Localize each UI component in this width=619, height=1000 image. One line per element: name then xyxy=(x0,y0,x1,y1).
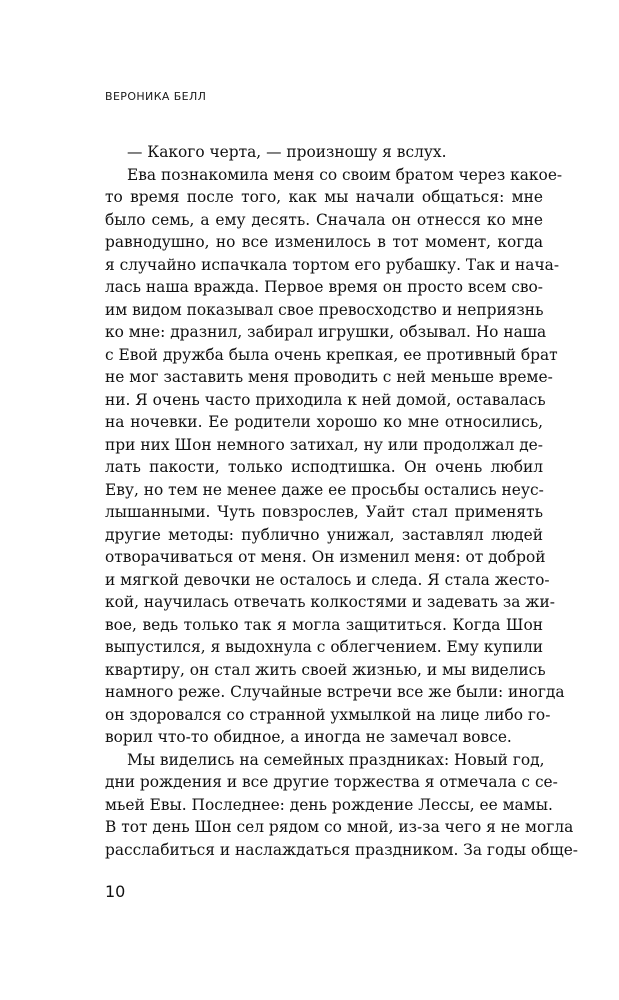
text-line: квартиру, он стал жить своей жизнью, и мы виделись xyxy=(105,660,546,679)
text-line: Еву, но тем не менее даже ее просьбы остались неус- xyxy=(105,480,544,499)
text-line: лышанными. Чуть повзрослев, Уайт стал применять xyxy=(105,503,543,521)
text-line: — Какого черта, — произношу я вслух. xyxy=(127,143,447,161)
text-line: равнодушно, но все изменилось в тот момент, когда xyxy=(105,233,543,251)
text-line: и мягкой девочки не осталось и следа. Я стала жесто- xyxy=(105,570,550,589)
text-line: вое, ведь только так я могла защититься. Когда Шон xyxy=(105,615,543,634)
text-line: намного реже. Случайные встречи все же были: иногда xyxy=(105,683,565,701)
text-line: ворил что-то обидное, а иногда не замечал вовсе. xyxy=(105,728,512,746)
text-line: я случайно испачкала тортом его рубашку. Так и нача- xyxy=(105,255,560,274)
text-line: Ева познакомила меня со своим братом через какое- xyxy=(127,165,563,184)
page-number: 10 xyxy=(105,882,126,901)
text-line: с Евой дружба была очень крепкая, ее противный брат xyxy=(105,345,558,364)
text-line: лать пакости, только исподтишка. Он очень любил xyxy=(105,458,543,476)
text-line: было семь, а ему десять. Сначала он отнесся ко мне xyxy=(105,210,543,229)
text-line: при них Шон немного затихал, ну или продолжал де- xyxy=(105,435,543,454)
text-line: Мы виделись на семейных праздниках: Новый год, xyxy=(127,750,545,769)
text-line: другие методы: публично унижал, заставлял людей xyxy=(105,525,543,544)
text-line: ко мне: дразнил, забирал игрушки, обзывал. Но наша xyxy=(105,323,547,341)
text-line: то время после того, как мы начали общаться: мне xyxy=(105,188,543,206)
text-line: им видом показывал свое превосходство и неприязнь xyxy=(105,300,544,319)
text-line: он здоровался со странной ухмылкой на лице либо го- xyxy=(105,705,551,724)
text-line: не мог заставить меня проводить с ней меньше време- xyxy=(105,368,553,386)
text-line: ни. Я очень часто приходила к ней домой, оставалась xyxy=(105,390,546,409)
text-line: лась наша вражда. Первое время он просто всем сво- xyxy=(105,278,543,296)
text-line: дни рождения и все другие торжества я отмечала с се- xyxy=(105,773,558,791)
text-line: отворачиваться от меня. Он изменил меня: от доброй xyxy=(105,548,546,566)
text-line: на ночевки. Ее родители хорошо ко мне относились, xyxy=(105,413,543,431)
text-line: В тот день Шон сел рядом со мной, из-за чего я не могла xyxy=(105,818,574,836)
text-line: расслабиться и наслаждаться праздником. За годы обще- xyxy=(105,840,579,859)
text-line: мьей Евы. Последнее: день рождение Лессы, ее мамы. xyxy=(105,795,553,814)
body-text xyxy=(105,141,579,861)
text-line: выпустился, я выдохнула с облегчением. Ему купили xyxy=(105,638,543,656)
running-head-author: ВЕРОНИКА БЕЛЛ xyxy=(105,90,207,103)
text-line: кой, научилась отвечать колкостями и задевать за жи- xyxy=(105,593,555,611)
